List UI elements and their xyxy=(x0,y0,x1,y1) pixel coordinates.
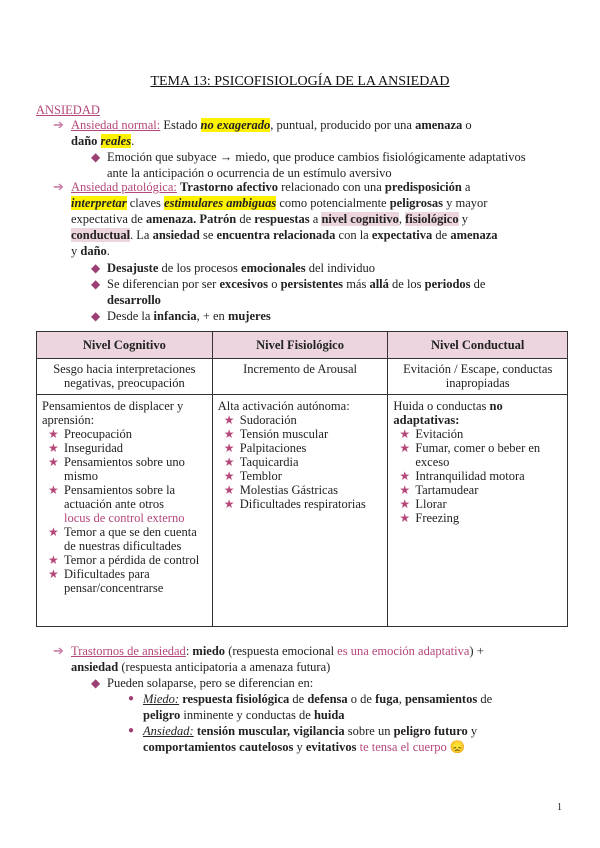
normal-line-1: Ansiedad normal: Estado no exagerado, puntual, producido por una amenaza o xyxy=(71,118,472,132)
table-header-row xyxy=(37,332,568,359)
arrow-icon: ➔ xyxy=(53,643,64,658)
list-item: ★ Temor a pérdida de control xyxy=(64,553,207,567)
patologica-line-2: interpretar claves estimulares ambiguas como potencialmente peligrosas y mayor xyxy=(71,196,488,210)
section-heading: ANSIEDAD xyxy=(36,103,100,117)
bullet-icon: ● xyxy=(128,725,135,736)
levels-table xyxy=(36,331,568,627)
trastornos-sub: Pueden solaparse, pero se diferencian en: xyxy=(107,676,314,690)
diamond-icon: ◆ xyxy=(91,261,101,275)
table-header: Nivel Cognitivo xyxy=(37,332,213,359)
trastornos-line-1: Trastornos de ansiedad: miedo (respuesta emocional es una emoción adaptativa) + xyxy=(71,644,484,658)
list-item: ★ Fumar, comer o beber en exceso xyxy=(415,441,562,469)
patologica-line-5: y daño. xyxy=(71,244,110,258)
table-cell-conductual: Huida o conductas no adaptativas: ★ Evitación ★ Fumar, comer o beber en exceso ★ Intranquilidad motora ★ Tartamudear ★ Llorar ★ Freezing xyxy=(388,395,568,627)
list-item: ★ Freezing xyxy=(415,511,562,525)
ansiedad-item: Ansiedad: tensión muscular, vigilancia sobre un peligro futuro y comportamientos cautelosos y evitativos te tensa el cuerpo 😞 xyxy=(143,724,478,754)
list-item: ★ Temor a que se den cuenta de nuestras dificultades xyxy=(64,525,207,553)
diamond-icon: ◆ xyxy=(91,277,101,291)
sad-face-icon: 😞 xyxy=(449,740,466,754)
table-cell-cognitivo: Pensamientos de displacer y aprensión: ★ Preocupación ★ Inseguridad ★ Pensamientos sobre uno mismo ★ Pensamientos sobre la actuación ante otros locus de control externo ★ Temor a que se den cuenta de nuestras dificultades ★ Temor a pérdida de control ★ Dificultades para pensar/concentrarse xyxy=(37,395,213,627)
bullet-icon: ● xyxy=(128,693,135,704)
normal-label: Ansiedad normal: xyxy=(71,118,161,132)
table-row xyxy=(37,395,568,627)
patologica-d3: Desde la infancia, + en mujeres xyxy=(107,309,271,323)
table-cell-fisiologico: Alta activación autónoma: ★ Sudoración ★ Tensión muscular ★ Palpitaciones ★ Taquicardia ★ Temblor ★ Molestias Gástricas ★ Dificultades respiratorias xyxy=(212,395,388,627)
table-cell: Sesgo hacia interpretaciones negativas, preocupación xyxy=(37,359,213,395)
list-item: ★ Taquicardia xyxy=(240,455,383,469)
table-header: Nivel Conductual xyxy=(388,332,568,359)
list xyxy=(42,427,207,595)
list xyxy=(393,427,562,525)
normal-sub: Emoción que subyace → miedo, que produce cambios fisiológicamente adaptativos ante la anticipación o ocurrencia de un estímulo aversivo xyxy=(107,150,526,180)
arrow-icon: ➔ xyxy=(53,117,64,132)
normal-line-2: daño reales. xyxy=(71,134,135,148)
list-item: ★ Tartamudear xyxy=(415,483,562,497)
list-item: ★ Pensamientos sobre la actuación ante otros locus de control externo xyxy=(64,483,207,525)
list-item: ★ Palpitaciones xyxy=(240,441,383,455)
list-item: ★ Temblor xyxy=(240,469,383,483)
list-item: ★ Evitación xyxy=(415,427,562,441)
trastornos-line-2: ansiedad (respuesta anticipatoria a amenaza futura) xyxy=(71,660,331,674)
list-item: ★ Intranquilidad motora xyxy=(415,469,562,483)
list xyxy=(218,413,383,511)
list-item: ★ Llorar xyxy=(415,497,562,511)
table-cell: Evitación / Escape, conductas inapropiadas xyxy=(388,359,568,395)
list-item: ★ Sudoración xyxy=(240,413,383,427)
arrow-icon: ➔ xyxy=(53,179,64,194)
page-number: 1 xyxy=(557,802,562,813)
list-item: ★ Tensión muscular xyxy=(240,427,383,441)
diamond-icon: ◆ xyxy=(91,309,101,323)
table-cell: Incremento de Arousal xyxy=(212,359,388,395)
miedo-item: Miedo: respuesta fisiológica de defensa o de fuga, pensamientos de peligro inminente y conductas de huida xyxy=(143,692,493,722)
list-item: ★ Pensamientos sobre uno mismo xyxy=(64,455,207,483)
table-row xyxy=(37,359,568,395)
list-item: ★ Molestias Gástricas xyxy=(240,483,383,497)
list-item: ★ Dificultades para pensar/concentrarse xyxy=(64,567,207,595)
diamond-icon: ◆ xyxy=(91,150,101,164)
patologica-d2: Se diferencian por ser excesivos o persistentes más allá de los periodos de desarrollo xyxy=(107,277,486,307)
patologica-line-3: expectativa de amenaza. Patrón de respuestas a nivel cognitivo, fisiológico y xyxy=(71,212,468,226)
list-item: ★ Dificultades respiratorias xyxy=(240,497,383,511)
page-title: TEMA 13: PSICOFISIOLOGÍA DE LA ANSIEDAD xyxy=(150,74,450,89)
list-item: ★ Inseguridad xyxy=(64,441,207,455)
patologica-line-4: conductual. La ansiedad se encuentra relacionada con la expectativa de amenaza xyxy=(71,228,498,242)
list-item: ★ Preocupación xyxy=(64,427,207,441)
diamond-icon: ◆ xyxy=(91,676,101,690)
table-header: Nivel Fisiológico xyxy=(212,332,388,359)
patologica-d1: Desajuste de los procesos emocionales del individuo xyxy=(107,261,376,275)
patologica-line-1: Ansiedad patológica: Trastorno afectivo relacionado con una predisposición a xyxy=(71,180,471,194)
